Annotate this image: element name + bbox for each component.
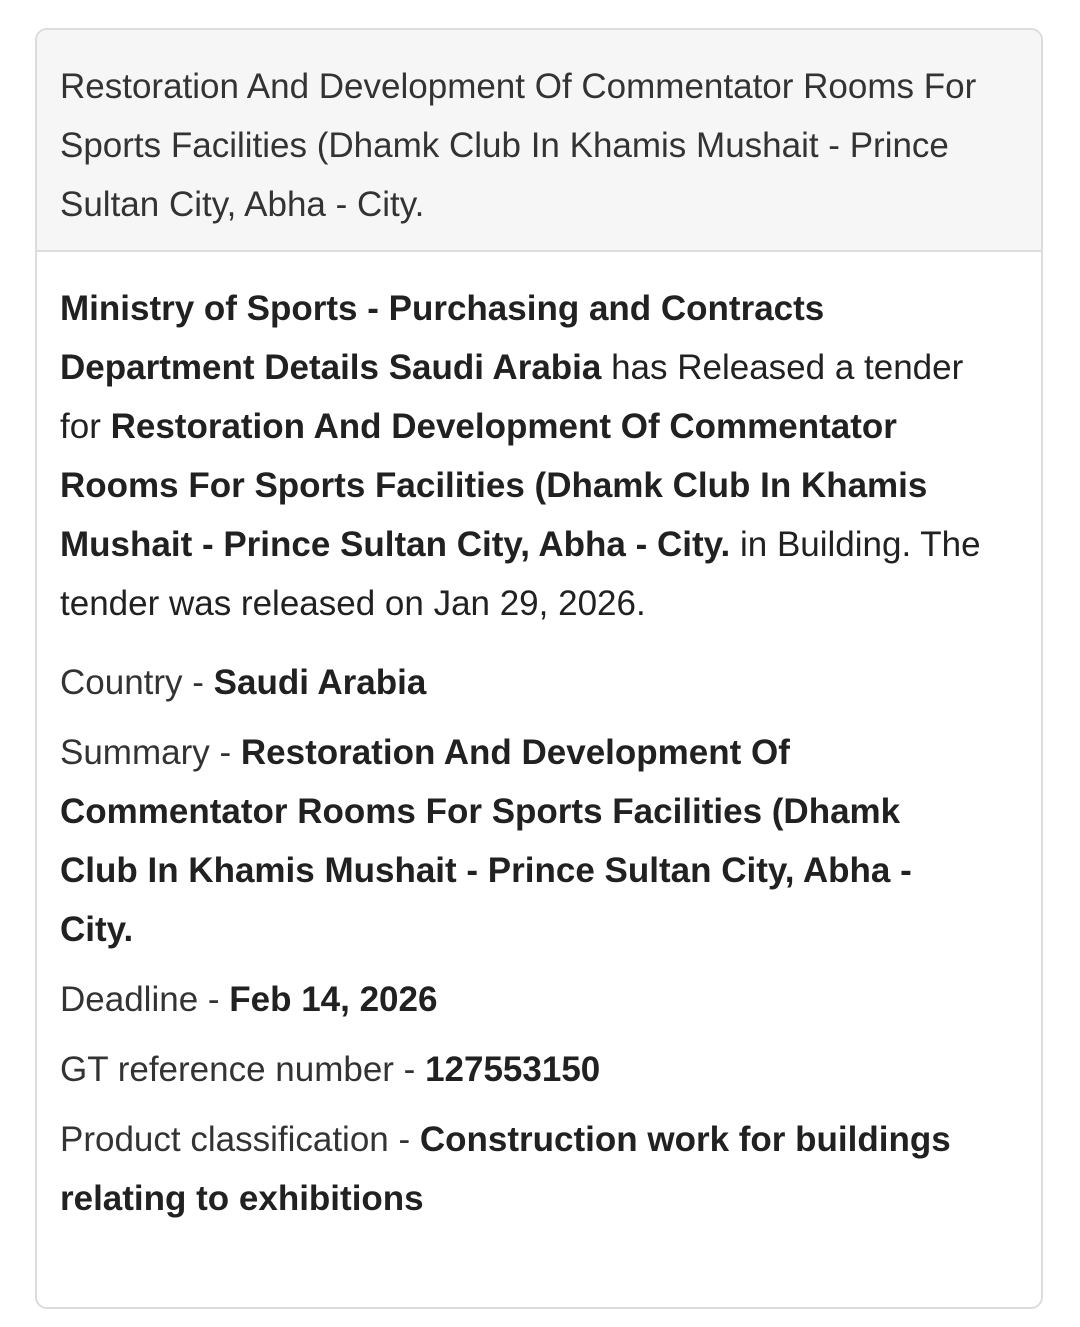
tender-title: Restoration And Development Of Commentator Rooms For Sports Facilities (Dhamk Club In Khamis Mushait - Prince Sultan City, Abha - City.	[60, 67, 977, 224]
organization-name: Ministry of Sports - Purchasing and Contracts Department Details Saudi Arabia	[60, 289, 825, 387]
detail-value: Feb 14, 2026	[229, 980, 438, 1019]
detail-label: Summary -	[60, 733, 241, 772]
tender-title-inline: Restoration And Development Of Commentator Rooms For Sports Facilities (Dhamk Club In Khamis Mushait - Prince Sultan City, Abha - City.	[60, 407, 928, 564]
detail-label: Product classification -	[60, 1120, 420, 1159]
detail-value: Saudi Arabia	[213, 663, 427, 702]
detail-label: Country -	[60, 663, 214, 702]
detail-label: GT reference number -	[60, 1050, 426, 1089]
detail-value: 127553150	[425, 1050, 601, 1089]
detail-summary	[60, 723, 981, 959]
detail-value: Construction work for buildings relating to exhibitions	[60, 1120, 951, 1218]
description-text: has Released a tender for	[60, 348, 964, 446]
detail-value: Restoration And Development Of Commentator Rooms For Sports Facilities (Dhamk Club In Khamis Mushait - Prince Sultan City, Abha - City.	[60, 733, 912, 949]
tender-body	[37, 252, 1041, 1228]
tender-description	[60, 279, 981, 633]
detail-deadline	[60, 970, 981, 1029]
tender-header	[37, 30, 1041, 252]
detail-reference-number	[60, 1040, 981, 1099]
tender-card	[35, 28, 1043, 1309]
detail-country	[60, 653, 981, 712]
description-text: in Building. The tender was released on Jan 29, 2026.	[60, 525, 981, 623]
detail-product-classification	[60, 1110, 981, 1228]
detail-label: Deadline -	[60, 980, 230, 1019]
